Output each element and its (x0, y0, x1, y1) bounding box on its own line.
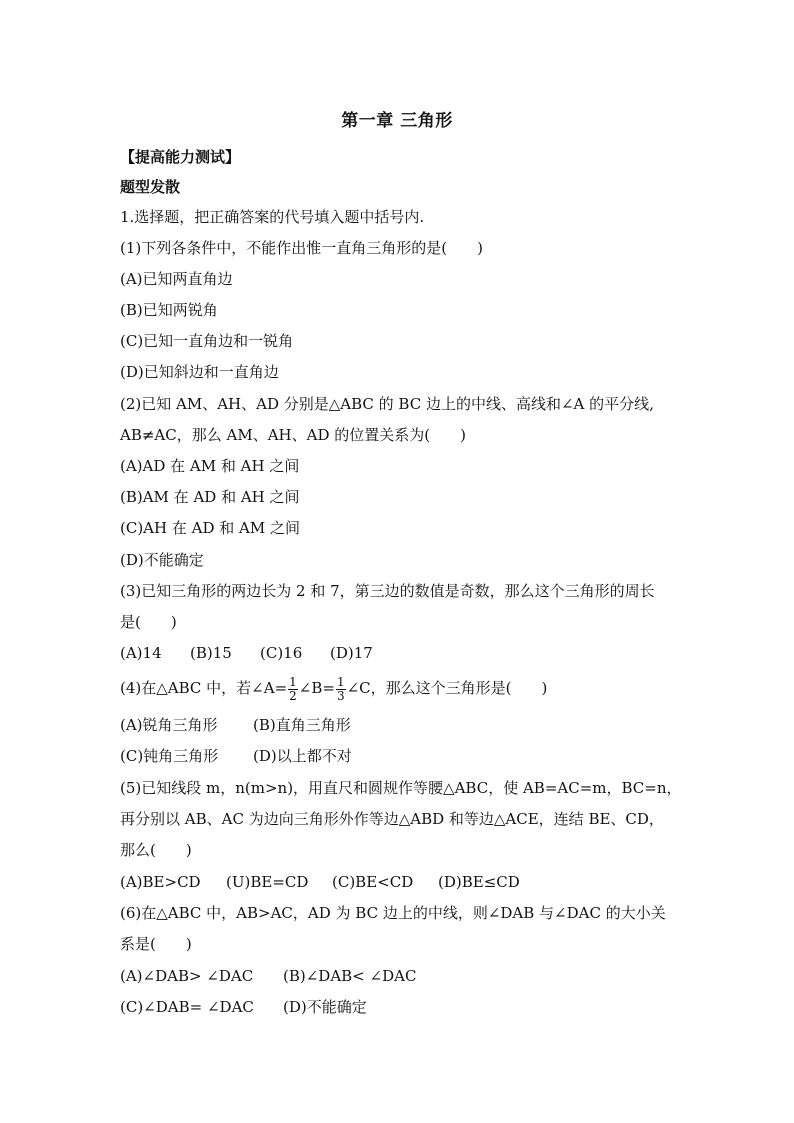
q4-option-a: (A)锐角三角形 (120, 716, 218, 734)
q4-stem-mid: ∠B= (298, 679, 335, 697)
q5-stem-line1: (5)已知线段 m，n(m>n)，用直尺和圆规作等腰△ABC，使 AB=AC=m，BC=n， (120, 779, 682, 797)
q5-stem-line2: 再分别以 AB、AC 为边向三角形外作等边△ABD 和等边△ACE，连结 BE、CD， (120, 810, 664, 828)
q2-stem-line2: AB≠AC，那么 AM、AH、AD 的位置关系为( ) (120, 426, 466, 444)
q6-option-b: (B)∠DAB< ∠DAC (283, 967, 417, 985)
fraction-numerator: 1 (336, 674, 345, 689)
q5-stem-line3: 那么( ) (120, 841, 192, 859)
q5-option-a: (A)BE>CD (120, 873, 201, 891)
q2-option-b: (B)AM 在 AD 和 AH 之间 (120, 488, 300, 506)
q2-option-c: (C)AH 在 AD 和 AM 之间 (120, 519, 300, 537)
subsection-heading: 题型发散 (120, 178, 181, 196)
q3-option-c: (C)16 (260, 644, 303, 662)
q6-option-d: (D)不能确定 (283, 998, 367, 1016)
q3-options (120, 643, 373, 663)
fraction-numerator: 1 (289, 674, 297, 689)
q5-option-b: (U)BE=CD (226, 873, 309, 891)
q1-stem: (1)下列各条件中，不能作出惟一直角三角形的是( ) (120, 239, 483, 257)
q3-stem-line1: (3)已知三角形的两边长为 2 和 7，第三边的数值是奇数，那么这个三角形的周长 (120, 582, 655, 600)
q5-options (120, 872, 520, 892)
q2-option-a: (A)AD 在 AM 和 AH 之间 (120, 457, 300, 475)
instruction: 1.选择题，把正确答案的代号填入题中括号内. (120, 208, 425, 226)
q1-option-b: (B)已知两锐角 (120, 301, 218, 319)
q4-options-row2 (120, 746, 352, 766)
section-heading: 【提高能力测试】 (120, 148, 241, 166)
q4-stem-pre: (4)在△ABC 中，若∠A= (120, 679, 288, 697)
fraction-denominator: 3 (336, 688, 345, 703)
fraction-denominator: 2 (289, 688, 297, 703)
q6-options-row2 (120, 997, 367, 1017)
chapter-title: 第一章 三角形 (341, 111, 453, 131)
q6-option-c: (C)∠DAB= ∠DAC (120, 998, 254, 1016)
q3-stem-line2: 是( ) (120, 613, 177, 631)
q4-option-d: (D)以上都不对 (253, 747, 352, 765)
q6-option-a: (A)∠DAB> ∠DAC (120, 967, 254, 985)
q3-option-b: (B)15 (190, 644, 232, 662)
q6-options-row1 (120, 966, 416, 986)
q3-option-d: (D)17 (330, 644, 373, 662)
q4-options-row1 (120, 715, 351, 735)
q6-stem-line1: (6)在△ABC 中，AB>AC，AD 为 BC 边上的中线，则∠DAB 与∠DAC 的大小关 (120, 904, 666, 922)
q6-stem-line2: 系是( ) (120, 935, 192, 953)
q2-stem-line1: (2)已知 AM、AH、AD 分别是△ABC 的 BC 边上的中线、高线和∠A 的平分线, (120, 395, 654, 413)
q4-stem (120, 670, 547, 706)
q4-option-b: (B)直角三角形 (253, 716, 351, 734)
q5-option-c: (C)BE<CD (332, 873, 414, 891)
q5-option-d: (D)BE≤CD (438, 873, 520, 891)
fraction-one-half (288, 676, 298, 703)
q1-option-c: (C)已知一直角边和一锐角 (120, 332, 294, 350)
fraction-one-third (336, 676, 346, 703)
q1-option-a: (A)已知两直角边 (120, 270, 233, 288)
q1-option-d: (D)已知斜边和一直角边 (120, 363, 279, 381)
q2-option-d: (D)不能确定 (120, 551, 204, 569)
q4-option-c: (C)钝角三角形 (120, 747, 219, 765)
q3-option-a: (A)14 (120, 644, 162, 662)
q4-stem-post: ∠C，那么这个三角形是( ) (346, 679, 548, 697)
